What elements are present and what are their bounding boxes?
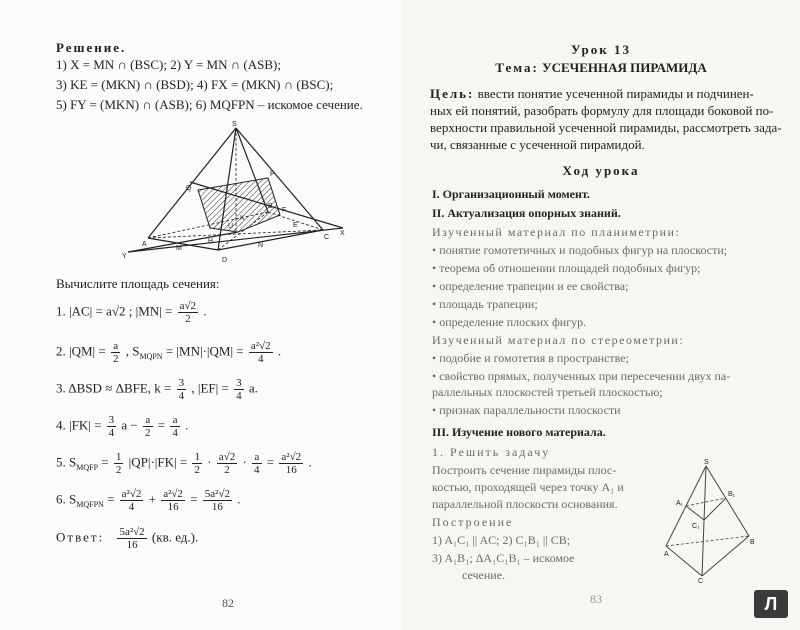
construction-line-2: 3) A₁B₁; ΔA₁C₁B₁ – искомое [432,551,575,565]
stereometry-item: • признак параллельности плоскости [432,402,621,418]
figure-label-b: B [268,203,273,210]
formula-3: 3. ΔBSD ≈ ΔBFE, k = $\frac{3}{4}$ , |EF| = $\frac{3}{4}$ a. [56,377,258,402]
figure2-label-a: A [664,551,669,558]
section-2-title: II. Актуализация опорных знаний. [432,206,621,220]
figure-label-m: M [176,245,182,252]
stereometry-item: • свойство прямых, полученных при пересечении двух па- [432,368,730,384]
page-number-left: 82 [222,596,234,610]
lesson-topic: Тема: УСЕЧЕННАЯ ПИРАМИДА [495,60,707,75]
stereometry-title: Изученный материал по стереометрии: [432,333,685,347]
goal-line-4: чи, связанные с усеченной пирамидой. [430,137,645,152]
figure-label-f: F [282,207,287,214]
planimetry-item: • определение трапеции и ее свойства; [432,278,628,294]
answer-line: Ответ: $\frac{\text{5a²√2}}{16}$ (кв. ед.). [56,526,199,551]
publisher-logo: Л [754,590,788,618]
right-page [402,0,800,630]
solution-step-2: 3) KE = (MKN) ∩ (BSD); 4) FX = (MKN) ∩ (BSC); [56,77,334,92]
compute-area-title: Вычислите площадь сечения: [56,276,220,291]
formula-1: 1. |AC| = a√2 ; |MN| = $\frac{a√2}{2}$ . [56,300,207,325]
page-number-right: 83 [590,592,602,606]
figure2-label-a1: A₁ [676,500,684,507]
figure-label-h: H [208,238,214,245]
figure2-label-c: C [698,578,704,583]
construction-title: Построение [432,515,514,529]
goal-line-2: ных ей понятий, разобрать формулу для площади боковой по- [430,103,774,118]
task-line-3: параллельной плоскости основания. [432,497,618,511]
planimetry-item: • определение плоских фигур. [432,314,586,330]
solution-step-3: 5) FY = (MKN) ∩ (ASB); 6) MQFPN – искомое сечение. [56,97,363,112]
formula-6: 6. $S_{MQFPN}$ = $\frac{\text{a²√2}}{4}$ + $\frac{\text{a²√2}}{16}$ = $\frac{\text{5a²√2}}{16}$ . [56,488,241,513]
formula-5: 5. $S_{MQFP}$ = $\frac{1}{2}$ |QP|·|FK| = $\frac{1}{2}$ · $\frac{a√2}{2}$ · $\frac{a}{4}$ = $\frac{\text{a²√2}}{16}$ . [56,451,312,476]
figure-label-e: E [293,222,298,229]
task-line-2: костью, проходящей через точку A₁ и [432,480,624,494]
figure-label-p: P [270,171,275,178]
formula-4: 4. |FK| = $\frac{3}{4}$ a − $\frac{a}{2}$ = $\frac{a}{4}$ . [56,414,189,439]
pyramid-section-figure [118,120,348,270]
figure-label-y: Y [122,253,127,260]
figure-label-n: N [258,242,264,249]
planimetry-title: Изученный материал по планиметрии: [432,225,681,239]
formula-2: 2. |QM| = $\frac{a}{2}$ , $S_{MQPN} = |MN|\cdot|QM|$ = $\frac{\text{a²√2}}{4}$ . [56,340,282,365]
figure2-label-s: S [704,459,709,466]
course-title: Ход урока [562,163,640,178]
construction-line-1: 1) A₁C₁ || AC; 2) C₁B₁ || CB; [432,533,571,547]
stereometry-item-cont: раллельных плоскостей третьей плоскостью; [432,385,663,399]
figure-label-c: C [324,234,330,241]
section-1-title: I. Организационный момент. [432,187,590,201]
construction-line-3: сечение. [462,568,506,582]
solution-step-1: 1) X = MN ∩ (BSC); 2) Y = MN ∩ (ASB); [56,57,281,72]
figure2-label-b: B [750,539,755,546]
figure2-label-c1: C₁ [692,523,700,530]
answer-label: Ответ: [56,529,105,545]
planimetry-item: • теорема об отношении площадей подобных фигур; [432,260,700,276]
planimetry-item: • площадь трапеции; [432,296,538,312]
goal-line-3: верхности правильной усеченной пирамиды, рассмотреть зада- [430,120,782,135]
task-line-1: Построить сечение пирамиды плос- [432,463,617,477]
figure-label-a: A [142,241,147,248]
truncated-pyramid-figure [664,458,774,583]
figure-label-x: X [340,230,345,237]
figure-label-u: U [228,223,234,230]
figure-label-s: S [232,121,237,128]
goal-line-1: Цель: ввести понятие усеченной пирамиды и подчинен- [430,86,754,101]
solution-heading: Решение. [56,40,127,55]
figure-label-k: K [240,215,245,222]
figure-label-d: D [222,257,228,264]
section-3-title: III. Изучение нового материала. [432,425,606,439]
solve-task-title: 1. Решить задачу [432,445,551,459]
stereometry-item: • подобие и гомотетия в пространстве; [432,350,629,366]
lesson-title: Урок 13 [571,42,631,57]
figure2-label-b1: B₁ [728,491,736,498]
planimetry-item: • понятие гомотетичных и подобных фигур на плоскости; [432,242,727,258]
figure-label-q: Q [186,185,192,192]
